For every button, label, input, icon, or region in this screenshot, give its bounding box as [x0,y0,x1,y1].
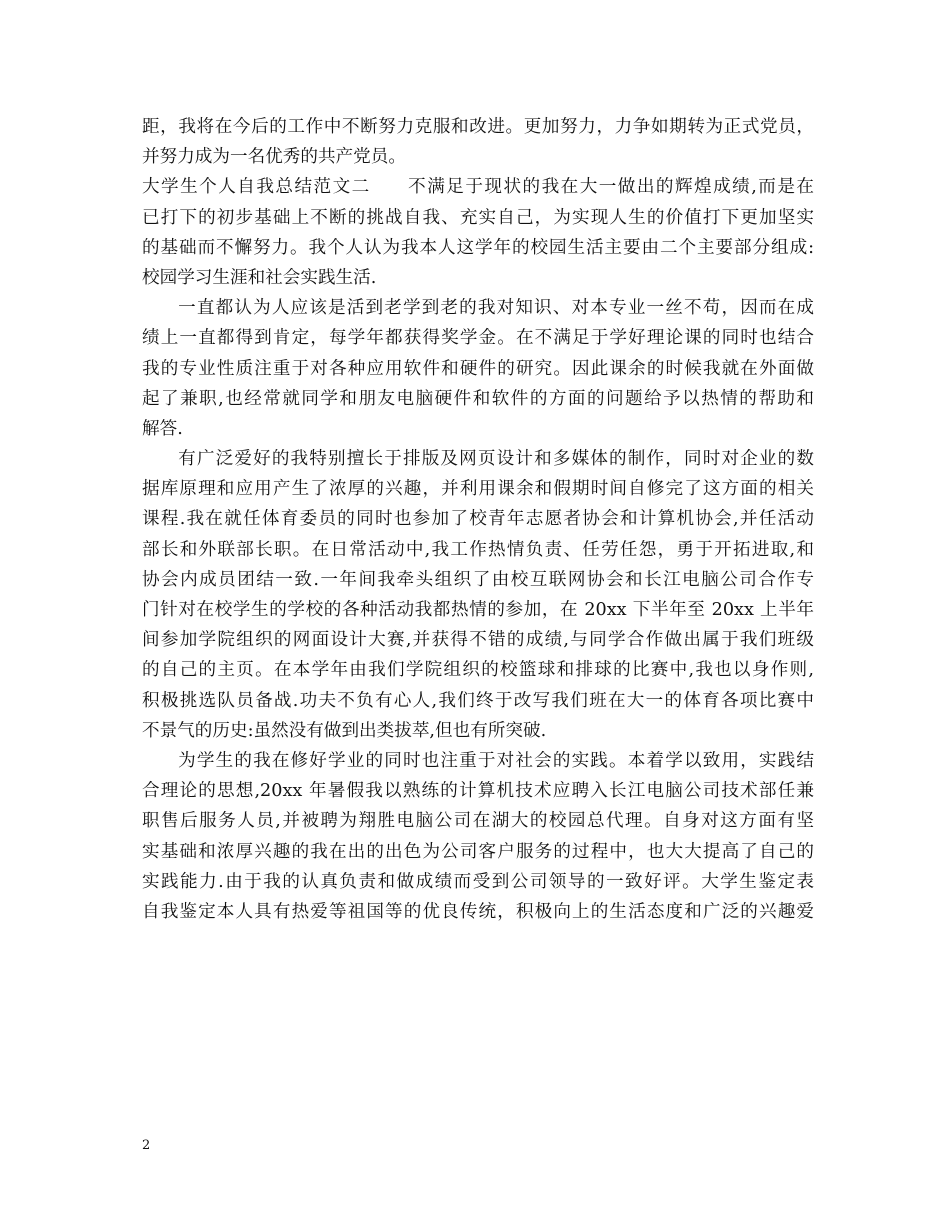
paragraph-hobbies [142,444,814,746]
text-line [142,293,814,323]
text-line: 积极挑选队员备战.功夫不负有心人,我们终于改写我们班在大一的体育各项比赛中 [142,690,814,711]
text-line: 不景气的历史:虽然没有做到出类拔萃,但也有所突破. [142,720,547,741]
text-line: 课程.我在就任体育委员的同时也参加了校青年志愿者协会和计算机协会,并任活动 [142,509,814,530]
text-line: 间参加学院组织的网面设计大赛,并获得不错的成绩,与同学合作做出属于我们班级 [142,630,814,651]
text-line: 并努力成为一名优秀的共产党员。 [142,147,406,168]
text-line: 协会内成员团结一致.一年间我牵头组织了由校互联网协会和长江电脑公司合作专 [142,569,814,590]
section-heading: 大学生个人自我总结范文二 [142,177,371,198]
text-line: 校园学习生涯和社会实践生活. [142,267,377,288]
text-line [142,746,814,776]
text-line [142,444,814,474]
text-line: 部长和外联部长职。在日常活动中,我工作热情负责、任劳任怨，勇于开拓进取,和 [142,539,814,560]
paragraph-continuation [142,112,814,172]
text-line: 已打下的初步基础上不断的挑战自我、充实自己，为实现人生的价值打下更加坚实 [142,207,814,228]
page-number: 2 [142,1138,151,1153]
text-line-content: 为学生的我在修好学业的同时也注重于对社会的实践。本着学以致用，实践结 [177,750,814,771]
text-line: 起了兼职,也经常就同学和朋友电脑硬件和软件的方面的问题给予以热情的帮助和 [142,388,814,409]
text-line: 据库原理和应用产生了浓厚的兴趣，并利用课余和假期时间自修完了这方面的相关 [142,479,814,500]
text-line: 实基础和浓厚兴趣的我在出的出色为公司客户服务的过程中，也大大提高了自己的 [142,841,814,862]
text-line [142,172,814,202]
text-line-content: 有广泛爱好的我特别擅长于排版及网页设计和多媒体的制作，同时对企业的数 [177,449,814,470]
text-line: 绩上一直都得到肯定，每学年都获得奖学金。在不满足于学好理论课的同时也结合 [142,328,814,349]
text-line-content: 一直都认为人应该是活到老学到老的我对知识、对本专业一丝不苟，因而在成 [177,298,814,319]
text-line: 职售后服务人员,并被聘为翔胜电脑公司在湖大的校园总代理。自身对这方面有坚 [142,811,814,832]
text-line: 门针对在校学生的学校的各种活动我都热情的参加，在 20xx 下半年至 20xx 上半年 [142,600,814,620]
section-heading-paragraph [142,172,814,293]
text-line: 的自己的主页。在本学年由我们学院组织的校篮球和排球的比赛中,我也以身作则, [142,660,814,681]
text-line: 自我鉴定本人具有热爱等祖国等的优良传统，积极向上的生活态度和广泛的兴趣爱 [142,901,814,922]
text-line: 实践能力.由于我的认真负责和做成绩而受到公司领导的一致好评。大学生鉴定表 [142,871,814,892]
heading-line-rest: 不满足于现状的我在大一做出的辉煌成绩,而是在 [406,177,814,198]
text-line: 合理论的思想,20xx 年暑假我以熟练的计算机技术应聘入长江电脑公司技术部任兼 [142,781,814,802]
text-line: 距，我将在今后的工作中不断努力克服和改进。更加努力，力争如期转为正式党员， [142,117,814,137]
document-body [142,112,814,927]
text-line: 解答. [142,418,183,439]
text-line: 我的专业性质注重于对各种应用软件和硬件的研究。因此课余的时候我就在外面做 [142,358,814,379]
paragraph-practice [142,746,814,927]
text-line: 的基础而不懈努力。我个人认为我本人这学年的校园生活主要由二个主要部分组成: [142,237,814,258]
paragraph-study [142,293,814,444]
